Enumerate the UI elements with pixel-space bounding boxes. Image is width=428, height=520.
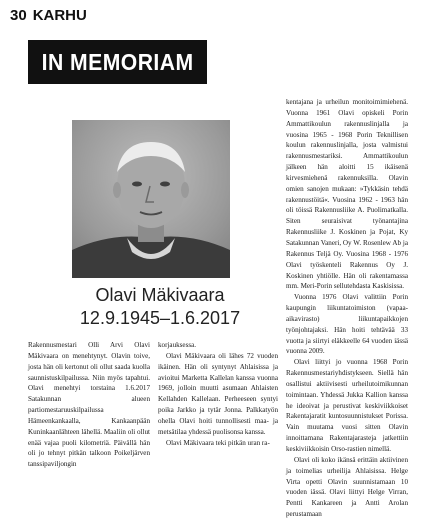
section-title: KARHU [32, 6, 87, 24]
article-paragraph: Olavi liittyi jo vuonna 1968 Porin Rakennusmestariyhdistykseen. Siellä hän osallistui aktiivisesti urheilutoimikunnan toimintaan. Yhdessä Jukka Kallion kanssa he ideoivat ja perustivat keskiviikkoiset Rakentajaratit kuntosuunnistukset Porissa. Vain muutama vuosi sitten Olavin innoittamana Rakentajarasteja jatkettiin keskiviikkoisin Orso-rastien nimellä. [286, 358, 408, 453]
banner-title: IN MEMORIAM [41, 48, 194, 75]
portrait-icon [72, 120, 230, 278]
portrait-photo [72, 120, 230, 278]
memoriam-banner [28, 40, 207, 84]
article-paragraph: Vuonna 1976 Olavi valittiin Porin kaupungin liikuntatoimiston (vapaa-aikavirasto) liikuntapaikkojen työnjohtajaksi. Hän hoiti tehtävää 33 vuotta ja siirtyi eläkkeelle 64 vuoden iässä vuonna 2009. [286, 293, 408, 356]
article-paragraph: korjauksessa. [158, 341, 197, 349]
page-header [10, 5, 87, 25]
article-paragraph: kentajana ja urheilun monitoimimiehenä. Vuonna 1961 Olavi opiskeli Porin Ammattikoulun rakennuslinjalla ja vuosina 1965 - 1968 Porin Teknillisen koulun rakennuslinjalla, josta valmistui rakennusmestariksi. Ammattikoulun jälkeen hän aloitti 15 ikäisenä kirvesmiehenä rakennuksilla. Olavin omien sanojen mukaan: »Tykkäsin tehdä rakennustöitä«. Vuosina 1962 - 1963 hän oli töissä Rakennusliike A. Puolimatkalla. Siten seuraisivat työnantajina Rakennusliike J. Koskinen ja Pojat, Ky Satakunnan Vaneri, Oy W. Rosenlew Ab ja Rakennus Teljä Oy. Vuosina 1968 - 1976 Olavi työskenteli Rakennus Oy J. Koskinen yhtiölle. Hän oli rakentamassa mm. Meri-Porin sellutehdasta Kaskisissa. [286, 98, 408, 291]
person-name: Olavi Mäkivaara [95, 285, 225, 305]
obituary-title [60, 285, 260, 329]
article-paragraph: Rakennusmestari Olli Arvi Olavi Mäkivaara on menehtynyt. Olavin toive, josta hän oli kertonut oli ollut saada kuolla saunnistuskilpailussa. Niin myös tapahtui. Olavi menehtyi torstaina 1.6.2017 Satakunnan alueen partiomestaruuskilpailussa Hämeenkankaalla, Kankaanpään Kuninkaanlähteen lähellä. Maaliin oli ollut enää vajaa puoli kilometriä. Päivällä hän oli jo tehnyt pitkän talkoon Poikeljärven tanssipaviljongin [28, 341, 150, 469]
article-column-2 [158, 340, 278, 448]
article-paragraph: Olavi oli koko ikänsä erittäin aktiivinen ja toimelias urheilija Ahlaisissa. Helge Virta opetti Olavin suunnistamaan 10 vuoden iässä. Olavi liittyi Helge Virran, Pentti Kankareen ja Antti Arolan perustamaan [286, 455, 408, 519]
article-column-1 [28, 340, 150, 470]
page-number: 30 [10, 6, 27, 24]
person-dates: 12.9.1945–1.6.2017 [79, 308, 241, 328]
article-paragraph: Olavi Mäkivaara teki pitkän uran ra- [166, 438, 270, 447]
article-paragraph: Olavi Mäkivaara oli lähes 72 vuoden ikäinen. Hän oli syntynyt Ahlaisissa ja avioitui Marketta Kallelan kanssa vuonna 1969, jolloin muutti asumaan Ahlaisten Kellahden Kallelaan. Perheeseen syntyi poika Jarkko ja tytär Jonna. Palkkatyön ohella Olavi hoiti tunnollisesti maa- ja metsätilaa yhdessä puolisonsa kanssa. [158, 351, 278, 436]
article-column-3 [286, 97, 408, 520]
